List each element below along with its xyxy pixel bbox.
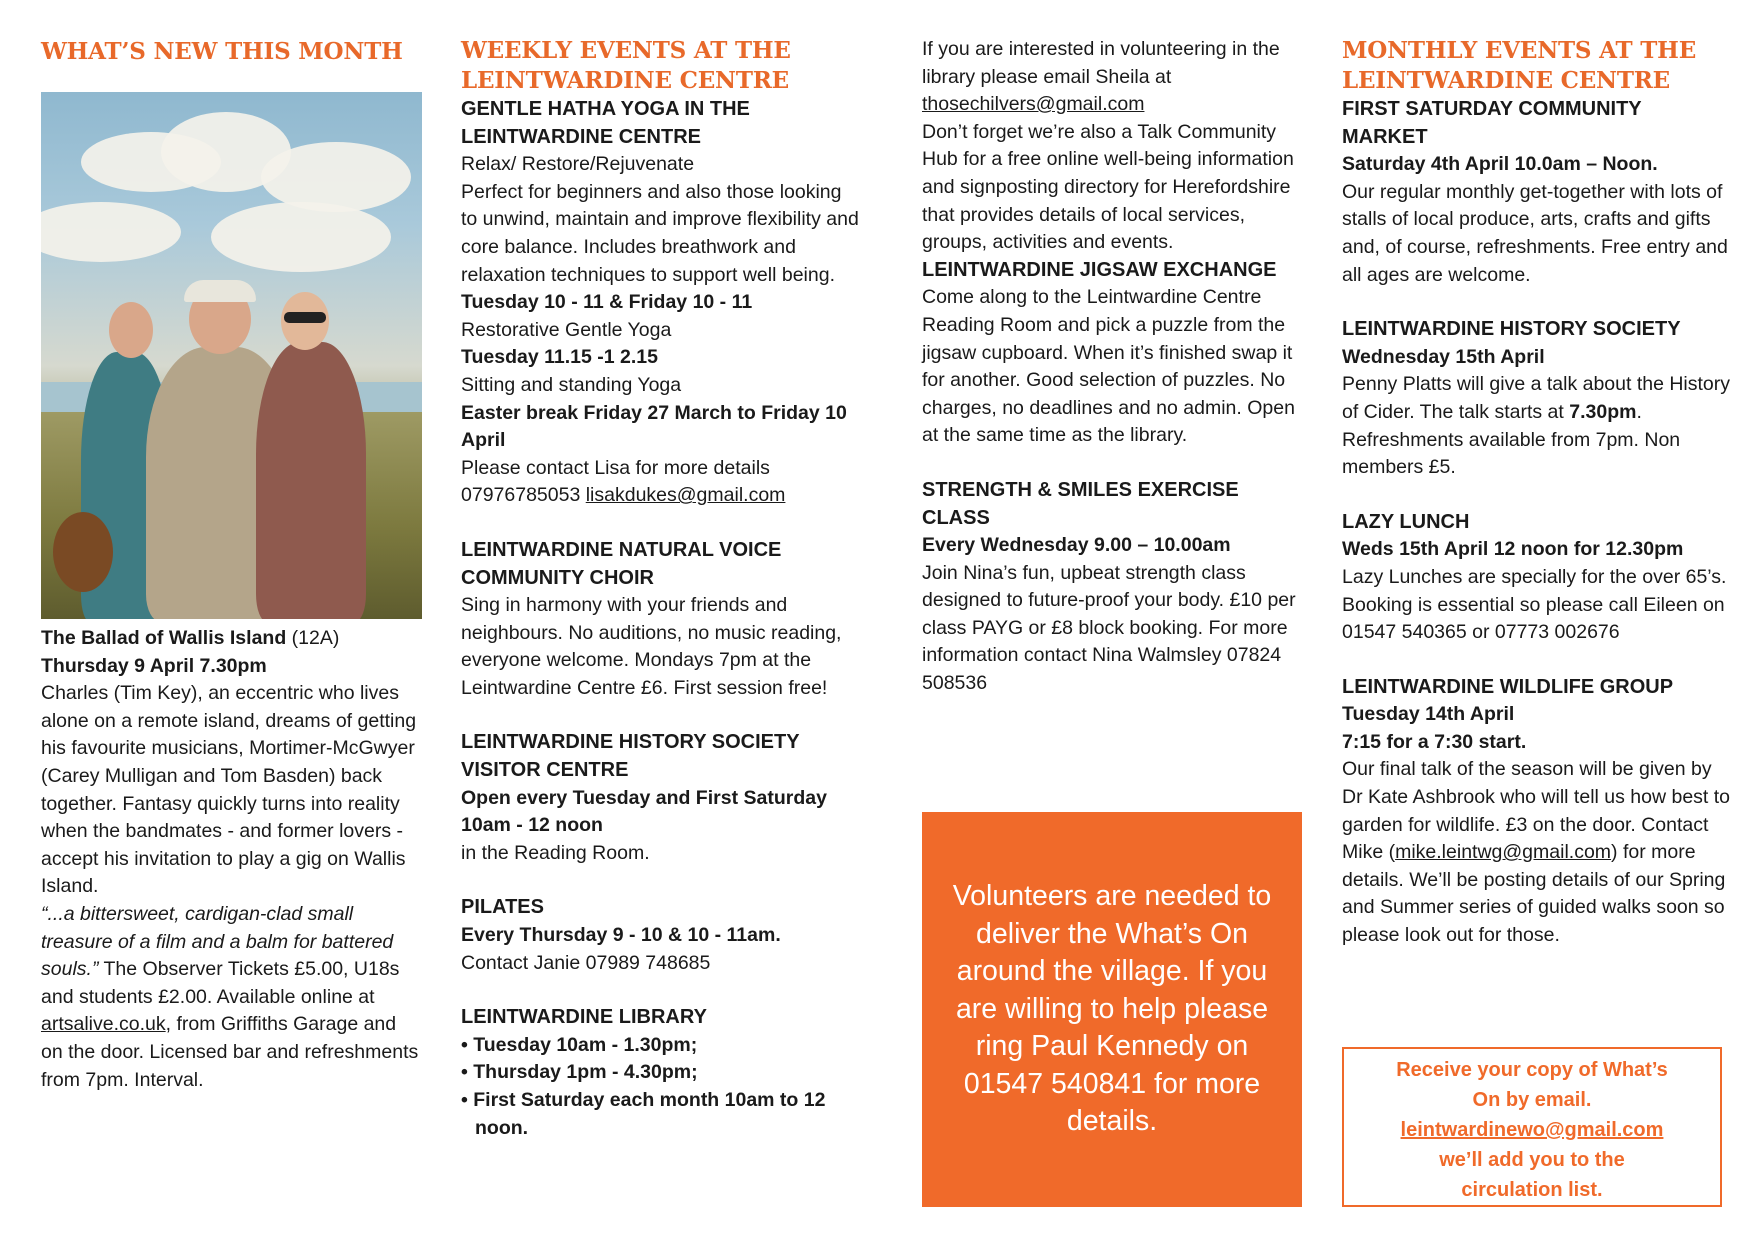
history-society-section [1342, 316, 1732, 482]
whats-on-email-link[interactable]: leintwardinewo@gmail.com [1400, 1119, 1664, 1141]
column-weekly-events [461, 36, 861, 1142]
list-item: • Tuesday 10am - 1.30pm; [461, 1032, 861, 1060]
wildlife-group-section [1342, 674, 1732, 950]
film-description: Charles (Tim Key), an eccentric who lives alone on a remote island, dreams of getting his favourite musicians, Mortimer-McGwyer (Carey Mulligan and Tom Basden) back together. Fantasy quickly turns into reality when the bandmates - and former lovers - accept his invitation to play a gig on Wallis Island. [41, 682, 417, 898]
yoga-contact: Please contact Lisa for more details [461, 456, 770, 479]
list-item: • Thursday 1pm - 4.30pm; [461, 1059, 861, 1087]
yoga-easter-break: Easter break Friday 27 March to Friday 10 April [461, 401, 847, 452]
volunteers-needed-box [922, 812, 1302, 1207]
jigsaw-title: LEINTWARDINE JIGSAW EXCHANGE [922, 258, 1277, 281]
email-box-text: Receive your copy of What’s On by email. [1396, 1059, 1668, 1111]
lazy-lunch-title: LAZY LUNCH [1342, 510, 1470, 533]
history-society-title: LEINTWARDINE HISTORY SOCIETY [1342, 318, 1681, 341]
library-volunteer-text: If you are interested in volunteering in the library please email Sheila at [922, 38, 1280, 88]
talk-community-hub-text: Don’t forget we’re also a Talk Community Hub for a free online well-being information and signposting directory for Herefordshire that provides details of local services, groups, activities and events. [922, 120, 1294, 254]
email-box-text-2: we’ll add you to the circulation list. [1439, 1149, 1625, 1201]
lazy-lunch-section [1342, 509, 1732, 647]
wildlife-title: LEINTWARDINE WILDLIFE GROUP [1342, 675, 1674, 698]
yoga-type-1: Restorative Gentle Yoga [461, 318, 672, 341]
section-heading: WHAT’S NEW THIS MONTH [41, 38, 403, 65]
yoga-type-2: Sitting and standing Yoga [461, 373, 682, 396]
film-date: Thursday 9 April 7.30pm [41, 654, 267, 677]
column-monthly-events [1342, 36, 1732, 950]
yoga-time-1: Tuesday 10 - 11 & Friday 10 - 11 [461, 291, 753, 314]
wildlife-text-2: ) for more details. We’ll be posting details of our Spring and Summer series of guided walks soon so please look out for those. [1342, 841, 1726, 947]
section-heading: MONTHLY EVENTS AT THE LEINTWARDINE CENTRE [1342, 37, 1697, 94]
history-society-text-2: . Refreshments available from 7pm. Non members £5. [1342, 400, 1681, 479]
pilates-title: PILATES [461, 896, 544, 919]
sheila-email-link[interactable]: thosechilvers@gmail.com [922, 93, 1145, 116]
quote-source: The Observer [103, 958, 223, 981]
volunteers-needed-text: Volunteers are needed to deliver the What’s On around the village. If you are willing to help please ring Paul Kennedy on 01547 540841 for more details. [952, 880, 1272, 1138]
yoga-time-2: Tuesday 11.15 -1 2.15 [461, 346, 658, 369]
wildlife-time: 7:15 for a 7:30 start. [1342, 730, 1527, 753]
yoga-phone: 07976785053 [461, 484, 581, 507]
pilates-section [461, 894, 861, 977]
market-date: Saturday 4th April 10.0am – Noon. [1342, 153, 1658, 176]
library-section [461, 1004, 861, 1142]
film-rating: (12A) [291, 627, 340, 649]
yoga-title: GENTLE HATHA YOGA IN THE LEINTWARDINE CENTRE [461, 98, 750, 148]
yoga-email-link[interactable]: lisakdukes@gmail.com [585, 484, 786, 507]
strength-title: STRENGTH & SMILES EXERCISE CLASS [922, 478, 1239, 529]
history-society-time: 7.30pm [1569, 400, 1637, 423]
strength-section [922, 477, 1302, 698]
film-title: The Ballad of Wallis Island [41, 627, 287, 649]
yoga-section [461, 96, 861, 510]
pilates-contact: Contact Janie 07989 748685 [461, 951, 711, 974]
history-society-date: Wednesday 15th April [1342, 345, 1545, 368]
tickets-info: Tickets £5.00, U18s and students £2.00. Available online at [41, 958, 400, 1008]
column-whats-new [41, 37, 421, 1094]
wildlife-text: Our final talk of the season will be given by Dr Kate Ashbrook who will tell us how best to garden for wildlife. £3 on the door. Contact Mike ( [1342, 758, 1731, 864]
strength-description: Join Nina’s fun, upbeat strength class designed to future-proof your body. £10 per class PAYG or £8 block booking. For more information contact Nina Walmsley 07824 508536 [922, 561, 1296, 695]
visitor-centre-title: LEINTWARDINE HISTORY SOCIETY VISITOR CENTRE [461, 731, 800, 782]
pilates-times: Every Thursday 9 - 10 & 10 - 11am. [461, 924, 781, 947]
strength-time: Every Wednesday 9.00 – 10.00am [922, 534, 1231, 557]
artsalive-link[interactable]: artsalive.co.uk [41, 1013, 166, 1036]
market-title: FIRST SATURDAY COMMUNITY MARKET [1342, 98, 1642, 148]
visitor-centre-section [461, 729, 861, 867]
library-hours-list [461, 1032, 861, 1142]
choir-description: Sing in harmony with your friends and neighbours. No auditions, no music reading, everyone welcome. Mondays 7pm at the Leintwardine Centre £6. First session free! [461, 594, 842, 699]
market-description: Our regular monthly get-together with lots of stalls of local produce, arts, crafts and gifts and, of course, refreshments. Free entry and all ages are welcome. [1342, 180, 1728, 286]
choir-title: LEINTWARDINE NATURAL VOICE COMMUNITY CHOIR [461, 538, 782, 589]
list-item: • First Saturday each month 10am to 12 noon. [461, 1087, 861, 1142]
yoga-description: Perfect for beginners and also those looking to unwind, maintain and improve flexibility and core balance. Includes breathwork and relaxation techniques to support well being. [461, 180, 859, 286]
jigsaw-description: Come along to the Leintwardine Centre Reading Room and pick a puzzle from the jigsaw cupboard. When it’s finished swap it for another. Good selection of puzzles. No charges, no deadlines and no admin. Open at the same time as the library. [922, 286, 1295, 447]
mike-email-link[interactable]: mike.leintwg@gmail.com [1395, 841, 1612, 864]
lazy-lunch-description: Lazy Lunches are specially for the over 65’s. Booking is essential so please call Eileen on 01547 540365 or 07773 002676 [1342, 565, 1727, 644]
choir-section [461, 537, 861, 703]
jigsaw-section [922, 257, 1302, 450]
visitor-centre-location: in the Reading Room. [461, 841, 650, 864]
library-title: LEINTWARDINE LIBRARY [461, 1006, 707, 1029]
tickets-info-2: , from Griffiths Garage and on the door. Licensed bar and refreshments from 7pm. Interval. [41, 1013, 419, 1091]
email-subscription-box [1342, 1047, 1722, 1207]
wildlife-date: Tuesday 14th April [1342, 703, 1515, 726]
review-quote: “...a bittersweet, cardigan-clad small treasure of a film and a balm for battered souls.” [41, 902, 394, 981]
lazy-lunch-date: Weds 15th April 12 noon for 12.30pm [1342, 538, 1684, 561]
section-heading: WEEKLY EVENTS AT THE LEINTWARDINE CENTRE [461, 37, 791, 94]
yoga-tagline: Relax/ Restore/Rejuvenate [461, 153, 695, 176]
market-section [1342, 96, 1732, 289]
history-society-text: Penny Platts will give a talk about the History of Cider. The talk starts at [1342, 373, 1731, 423]
visitor-centre-hours: Open every Tuesday and First Saturday 10am - 12 noon [461, 786, 827, 837]
film-poster-image [41, 92, 422, 619]
column-library-and-classes [922, 36, 1302, 698]
